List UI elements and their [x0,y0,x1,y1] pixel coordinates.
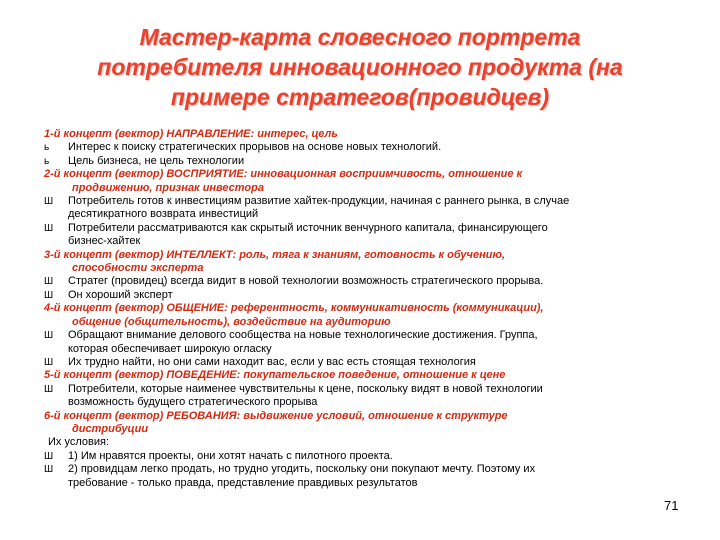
bullet-item [44,275,684,288]
bullet-marker-icon: Ш [44,289,54,301]
bullet-line: Стратег (провидец) всегда видит в новой технологии возможность стратегического прорыва. [68,275,544,288]
bullet-line: Интерес к поиску стратегических прорывов на основе новых технологий. [68,141,442,154]
concept-line: 1-й концепт (вектор) НАПРАВЛЕНИЕ: интерес, цель [44,128,338,140]
page-number: 71 [664,498,679,513]
concept-text [44,302,544,329]
bullet-line: Потребители, которые наименее чувствительны к цене, поскольку видят в новой технологии [68,382,543,395]
bullet-item [44,222,684,249]
bullet-line: возможность будущего стратегического прорыва [68,396,318,409]
concept-line: 4-й концепт (вектор) ОБЩЕНИЕ: референтность, коммуникативность (коммуникации), [44,302,544,315]
concept-line: 6-й концепт (вектор) РЕБОВАНИЯ: выдвижение условий, отношение к структуре [44,409,508,422]
bullet-text [68,463,535,490]
bullet-item [44,450,684,463]
concept-line: способности эксперта [72,262,204,275]
concept-heading [44,168,684,195]
bullet-text [68,356,476,369]
concept-text [44,410,508,437]
concept-text [44,128,338,141]
bullet-marker-icon: Ш [44,383,54,395]
bullet-line: десятикратного возврата инвестиций [68,208,259,221]
bullet-marker-icon: Ш [44,222,54,234]
bullet-line: Он хороший эксперт [68,288,173,301]
bullet-text [68,383,543,410]
bullet-text [68,289,173,302]
plain-line [44,436,684,449]
concept-text [44,168,522,195]
title-line-2: потребителя инновационного продукта (на [97,54,623,80]
bullet-item [44,383,684,410]
concept-text [44,249,505,276]
concept-heading [44,249,684,276]
bullet-marker-icon: ь [44,155,50,167]
title-line-1: Мастер-карта словесного портрета [139,24,581,50]
bullet-marker-icon: Ш [44,196,54,208]
bullet-marker-icon: Ш [44,330,54,342]
bullet-item [44,195,684,222]
bullet-text [68,141,441,154]
bullet-line: Потребители рассматриваются как скрытый источник венчурного капитала, финансирующего [68,221,548,234]
bullet-marker-icon: Ш [44,276,54,288]
concept-text [44,369,505,382]
concept-line: продвижению, признак инвестора [72,181,264,194]
bullet-line: которая обеспечивает широкую огласку [68,342,272,355]
plain-text: Их условия: [48,436,109,449]
bullet-line: 2) провидцам легко продать, но трудно угодить, поскольку они покупают мечту. Поэтому их [68,463,536,476]
bullet-marker-icon: Ш [44,450,54,462]
bullet-text [68,195,569,222]
bullet-line: требование - только правда, представление правдивых результатов [68,476,418,489]
title-line-3: примере стратегов(провидцев) [170,84,550,110]
bullet-text [68,329,538,356]
bullet-marker-icon: Ш [44,464,54,476]
concept-heading [44,128,684,141]
concept-heading [44,369,684,382]
bullet-line: Потребитель готов к инвестициям развитие хайтек-продукции, начиная с раннего рынка, в случае [68,195,570,208]
concept-line: общение (общительность), воздействие на аудиторию [72,315,391,328]
bullet-text [68,275,543,288]
concept-heading [44,410,684,437]
bullet-item [44,155,684,168]
concept-line: дистрибуции [72,422,149,435]
bullet-item [44,463,684,490]
concept-heading [44,302,684,329]
slide-body [44,128,684,490]
concept-line: 3-й концепт (вектор) ИНТЕЛЛЕКТ: роль, тяга к знаниям, готовность к обучению, [44,248,506,261]
bullet-text [68,155,244,168]
bullet-line: 1) Им нравятся проекты, они хотят начать с пилотного проекта. [68,449,393,462]
slide-title [40,22,680,112]
bullet-line: Цель бизнеса, не цель технологии [68,154,245,167]
bullet-text [68,222,548,249]
bullet-item [44,289,684,302]
concept-line: 5-й концепт (вектор) ПОВЕДЕНИЕ: покупательское поведение, отношение к цене [44,369,506,382]
bullet-line: Обращают внимание делового сообщества на новые технологические достижения. Группа, [68,329,538,342]
bullet-marker-icon: Ш [44,356,54,368]
bullet-marker-icon: ь [44,142,50,154]
bullet-item [44,356,684,369]
bullet-line: бизнес-хайтек [68,235,141,248]
bullet-item [44,329,684,356]
bullet-line: Их трудно найти, но они сами находит вас, если у вас есть стоящая технология [68,355,476,368]
bullet-text [68,450,393,463]
bullet-item [44,141,684,154]
concept-line: 2-й концепт (вектор) ВОСПРИЯТИЕ: инновационная восприимчивость, отношение к [44,168,523,181]
